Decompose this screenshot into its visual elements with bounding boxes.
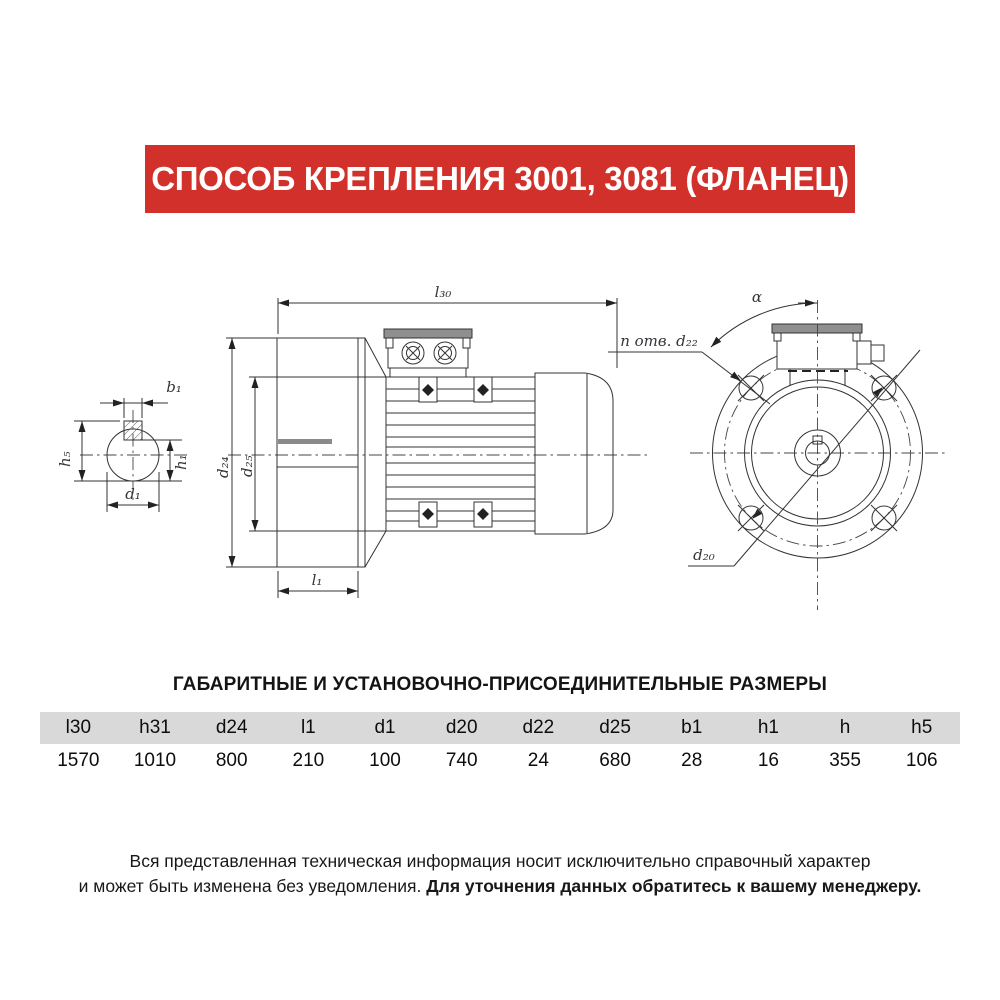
table-value-cell: 28 (681, 750, 703, 771)
table-value-cell: 740 (445, 750, 478, 771)
dim-label-d24: d₂₄ (214, 456, 232, 478)
table-value-cell: 1570 (57, 750, 100, 771)
table-header-cell: d22 (522, 717, 555, 738)
table-value-cell: 680 (599, 750, 631, 771)
disclaimer (0, 849, 1000, 899)
dim-label-alpha: α (751, 288, 763, 306)
dim-label-h1: h₁ (172, 454, 190, 470)
technical-drawing (0, 250, 1000, 650)
table-header-cell: h (839, 717, 851, 738)
disclaimer-line1: Вся представленная техническая информация носит исключительно справочный характер (129, 851, 871, 871)
tie-bolts (419, 377, 492, 527)
disclaimer-line2: и может быть изменена без уведомления. Для уточнения данных обратитесь к вашему менеджеру. (78, 876, 922, 896)
table-header-cell: d25 (599, 717, 631, 738)
table-header-cell: b1 (681, 717, 703, 738)
table-value-cell: 1010 (133, 750, 177, 771)
table-header-row (40, 712, 960, 744)
table-value-cell: 100 (369, 750, 401, 771)
table-header-cell: h31 (139, 717, 171, 738)
table-value-cell: 355 (829, 750, 861, 771)
table-value-cell: 210 (292, 750, 325, 771)
dim-label-d25: d₂₅ (238, 455, 256, 477)
title-banner (145, 145, 855, 213)
dim-label-b1: b₁ (166, 378, 182, 396)
table-header-cell: l1 (300, 717, 316, 738)
dimensions-table (40, 712, 960, 777)
flange-front-view (608, 288, 948, 610)
dim-label-n-holes-d22: n отв. d₂₂ (620, 332, 698, 350)
table-header-cell: h1 (757, 717, 779, 738)
table-value-cell: 106 (905, 750, 938, 771)
table-header-cell: d24 (215, 717, 248, 738)
table-values-row (40, 744, 960, 777)
dim-label-d20: d₂₀ (693, 546, 715, 564)
dim-label-l1: l₁ (311, 571, 323, 589)
page-title: СПОСОБ КРЕПЛЕНИЯ 3001, 3081 (ФЛАНЕЦ) (151, 160, 849, 197)
table-value-cell: 16 (757, 750, 779, 771)
shaft-section-view (56, 378, 190, 512)
dim-label-h5: h₅ (56, 451, 74, 467)
table-header-cell: d20 (445, 717, 478, 738)
dim-label-l30: l₃₀ (434, 283, 452, 301)
table-value-cell: 800 (215, 750, 248, 771)
table-value-cell: 24 (527, 750, 549, 771)
table-header-cell: h5 (911, 717, 933, 738)
dim-label-d1: d₁ (125, 485, 141, 503)
dimensions-section-title: ГАБАРИТНЫЕ И УСТАНОВОЧНО-ПРИСОЕДИНИТЕЛЬНЫЕ РАЗМЕРЫ (172, 674, 828, 695)
table-header-cell: l30 (65, 717, 92, 738)
table-header-cell: d1 (374, 717, 396, 738)
motor-side-view (214, 283, 650, 598)
motor-drawing-svg (0, 250, 1000, 650)
